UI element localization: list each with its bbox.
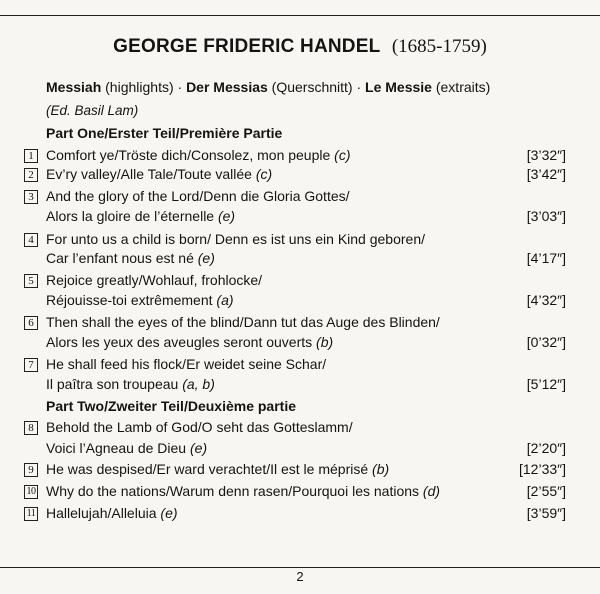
top-rule xyxy=(0,15,600,16)
work-subtitle-de: (Querschnitt) · xyxy=(267,79,366,95)
track-title-line: For unto us a child is born/ Denn es ist uns ein Kind geboren/ xyxy=(46,231,425,247)
track-duration: [12’33″] xyxy=(519,461,566,477)
track-title-line: Behold the Lamb of God/O seht das Gotteslamm/ xyxy=(46,419,353,435)
part-heading-two: Part Two/Zweiter Teil/Deuxième partie xyxy=(46,398,296,414)
bottom-rule xyxy=(0,567,600,568)
work-title-de: Der Messias xyxy=(186,79,268,95)
track-number: 7 xyxy=(24,358,38,372)
edition-note: (Ed. Basil Lam) xyxy=(46,103,139,118)
track-title-line: He was despised/Er ward verachtet/Il est le méprisé (b) xyxy=(46,461,390,477)
track-duration: [0’32″] xyxy=(526,334,566,350)
track-duration: [4’32″] xyxy=(526,292,566,308)
work-subtitle-en: (highlights) · xyxy=(101,79,187,95)
track-number: 5 xyxy=(24,274,38,288)
track-title-line: And the glory of the Lord/Denn die Gloria Gottes/ xyxy=(46,188,350,204)
track-duration: [3’59″] xyxy=(526,505,566,521)
track-duration: [3’32″] xyxy=(526,147,566,163)
track-duration: [4’17″] xyxy=(526,250,566,266)
track-duration: [2’55″] xyxy=(526,483,566,499)
track-number: 11 xyxy=(24,507,38,521)
work-title-en: Messiah xyxy=(46,79,102,95)
track-title-line: Alors les yeux des aveugles seront ouverts (b) xyxy=(46,334,334,350)
track-title-line: Then shall the eyes of the blind/Dann tut das Auge des Blinden/ xyxy=(46,314,440,330)
track-title-line: Ev’ry valley/Alle Tale/Toute vallée (c) xyxy=(46,166,273,182)
track-title-line: Voici l’Agneau de Dieu (e) xyxy=(46,440,208,456)
track-title-line: Why do the nations/Warum denn rasen/Pourquoi les nations (d) xyxy=(46,483,441,499)
track-number: 4 xyxy=(24,233,38,247)
work-title-fr: Le Messie xyxy=(365,79,432,95)
track-duration: [3’03″] xyxy=(526,208,566,224)
track-number: 2 xyxy=(24,168,38,182)
track-title-line: Rejoice greatly/Wohlauf, frohlocke/ xyxy=(46,272,263,288)
page-number: 2 xyxy=(296,569,304,584)
composer-dates: (1685-1759) xyxy=(391,36,487,57)
track-number: 8 xyxy=(24,421,38,435)
composer-name: GEORGE FRIDERIC HANDEL xyxy=(113,36,381,57)
part-heading-one: Part One/Erster Teil/Première Partie xyxy=(46,125,283,141)
track-number: 9 xyxy=(24,463,38,477)
track-title-line: Alors la gloire de l’éternelle (e) xyxy=(46,208,236,224)
track-number: 10 xyxy=(24,485,38,499)
page-header xyxy=(0,36,600,58)
track-title-line: Hallelujah/Alleluia (e) xyxy=(46,505,178,521)
track-duration: [2’20″] xyxy=(526,440,566,456)
track-title-line: Comfort ye/Tröste dich/Consolez, mon peuple (c) xyxy=(46,147,351,163)
work-title xyxy=(46,79,490,95)
track-title-line: Car l’enfant nous est né (e) xyxy=(46,250,215,266)
track-duration: [5’12″] xyxy=(526,376,566,392)
work-subtitle-fr: (extraits) xyxy=(431,79,491,95)
track-number: 6 xyxy=(24,316,38,330)
track-number: 1 xyxy=(24,149,38,163)
track-title-line: Il paîtra son troupeau (a, b) xyxy=(46,376,215,392)
track-duration: [3’42″] xyxy=(526,166,566,182)
track-title-line: He shall feed his flock/Er weidet seine Schar/ xyxy=(46,356,327,372)
track-number: 3 xyxy=(24,190,38,204)
track-title-line: Réjouisse-toi extrêmement (a) xyxy=(46,292,234,308)
